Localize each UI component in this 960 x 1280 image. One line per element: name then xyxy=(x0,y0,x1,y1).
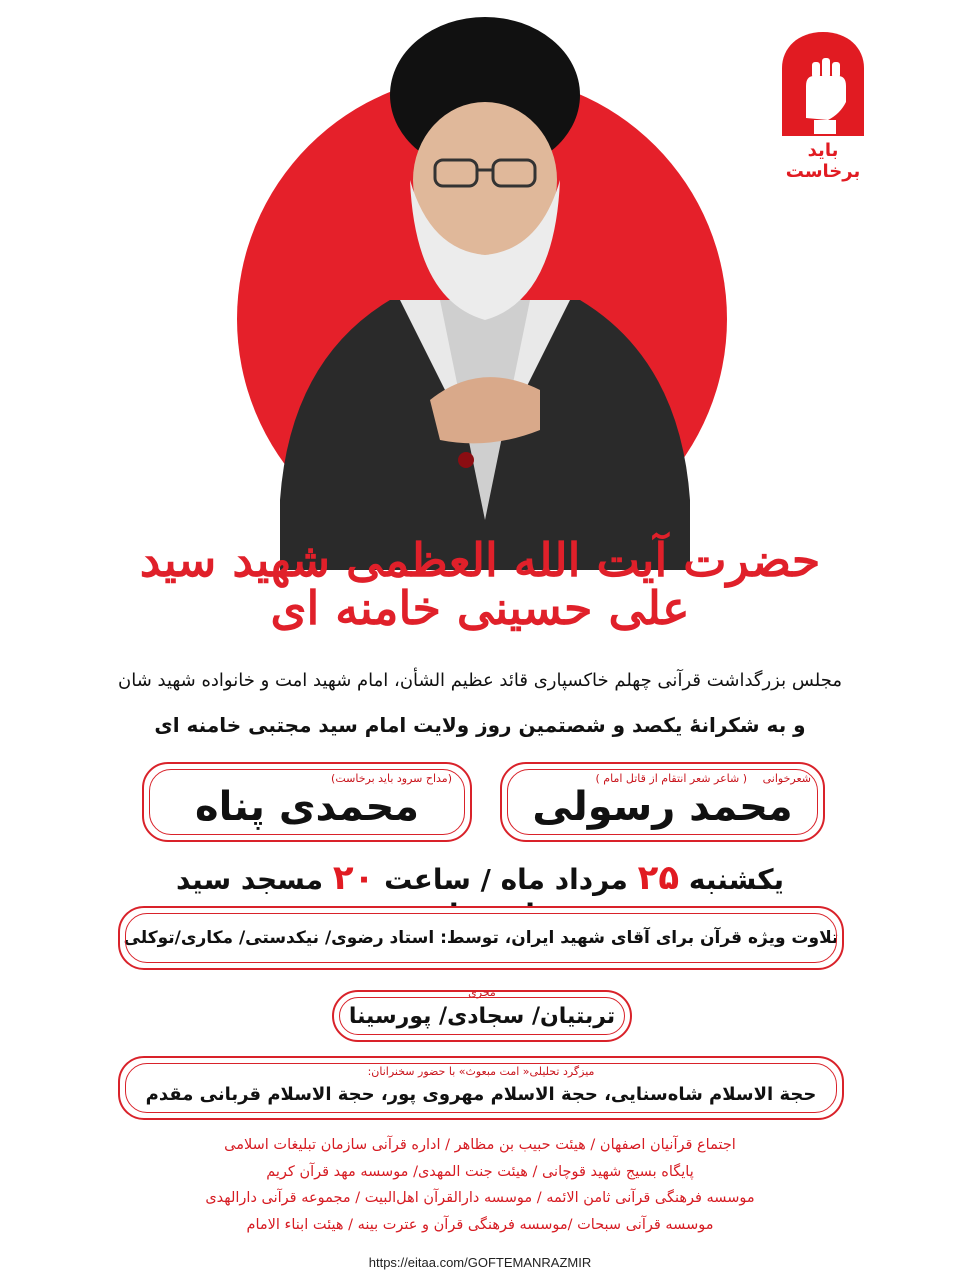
event-month: مرداد ماه xyxy=(500,863,628,896)
performer-2-note: (مداح سرود باید برخاست) xyxy=(331,772,452,785)
event-time-label: ساعت xyxy=(384,863,471,896)
event-date-number: ۲۵ xyxy=(637,858,680,898)
intro-line2: و به شکرانهٔ یکصد و شصتمین روز ولایت امام سید مجتبی خامنه ای xyxy=(154,713,806,737)
performer-1-role: شعرخوانی xyxy=(762,772,811,785)
portrait-image xyxy=(240,0,730,570)
panel-label: میزگرد تحلیلی« امت مبعوث» با حضور سخنرانان: xyxy=(367,1065,595,1078)
hosts-box xyxy=(332,986,632,1042)
hosts-label: مجری xyxy=(468,986,496,999)
recitation-box xyxy=(118,906,844,970)
hosts-names: تربتیان/ سجادی/ پورسینا xyxy=(348,1004,616,1029)
performer-2-name: محمدی پناه xyxy=(194,784,420,830)
sponsor-line: پایگاه بسیج شهید قوچانی / هیئت جنت المهدی/ موسسه مهد قرآن کریم xyxy=(266,1163,694,1180)
footer-url[interactable]: https://eitaa.com/GOFTEMANRAZMIR xyxy=(368,1255,592,1270)
fist-logo xyxy=(768,28,878,182)
sponsor-line: موسسه فرهنگی قرآنی ثامن الائمه / موسسه دارالقرآن اهل‌البیت / مجموعه قرآنی دارالهدی xyxy=(205,1190,755,1206)
panel-box xyxy=(118,1056,844,1120)
sponsor-line: اجتماع قرآنیان اصفهان / هیئت حبیب بن مظاهر / اداره قرآنی سازمان تبلیغات اسلامی xyxy=(224,1137,736,1153)
performer-box-2 xyxy=(142,762,472,842)
performer-box-1 xyxy=(500,762,825,842)
page-title xyxy=(100,533,860,636)
recitation-text: تلاوت ویژه قرآن برای آقای شهید ایران، توسط: استاد رضوی/ نیکدستی/ مکاری/توکلی xyxy=(123,928,839,948)
event-day: یکشنبه xyxy=(688,863,785,896)
intro-line1: مجلس بزرگداشت قرآنی چهلم خاکسپاری قائد عظیم الشأن، امام شهید امت و خانواده شهید شان xyxy=(118,670,842,691)
sponsor-line: موسسه قرآنی سبحات /موسسه فرهنگی قرآن و عترت بینه / هیئت ابناء الامام xyxy=(246,1216,714,1233)
event-venue: مسجد سید xyxy=(175,863,324,896)
performer-1-name: محمد رسولی xyxy=(532,784,793,830)
event-time-number: ۲۰ xyxy=(332,858,375,898)
event-datetime: یکشنبه ۲۵ مرداد ماه / ساعت ۲۰ مسجد سید xyxy=(120,858,840,931)
performer-1-note: ( شاعر شعر انتقام از قاتل امام ) xyxy=(595,772,747,785)
sponsors-list xyxy=(120,1132,840,1238)
panel-speakers: حجة الاسلام شاه‌سنایی، حجة الاسلام مهروی پور، حجة الاسلام قربانی مقدم xyxy=(145,1084,817,1105)
logo-text: باید برخاست xyxy=(785,140,861,182)
title-line1: حضرت آیت الله العظمی شهید سید علی حسینی خامنه ای xyxy=(139,533,821,636)
